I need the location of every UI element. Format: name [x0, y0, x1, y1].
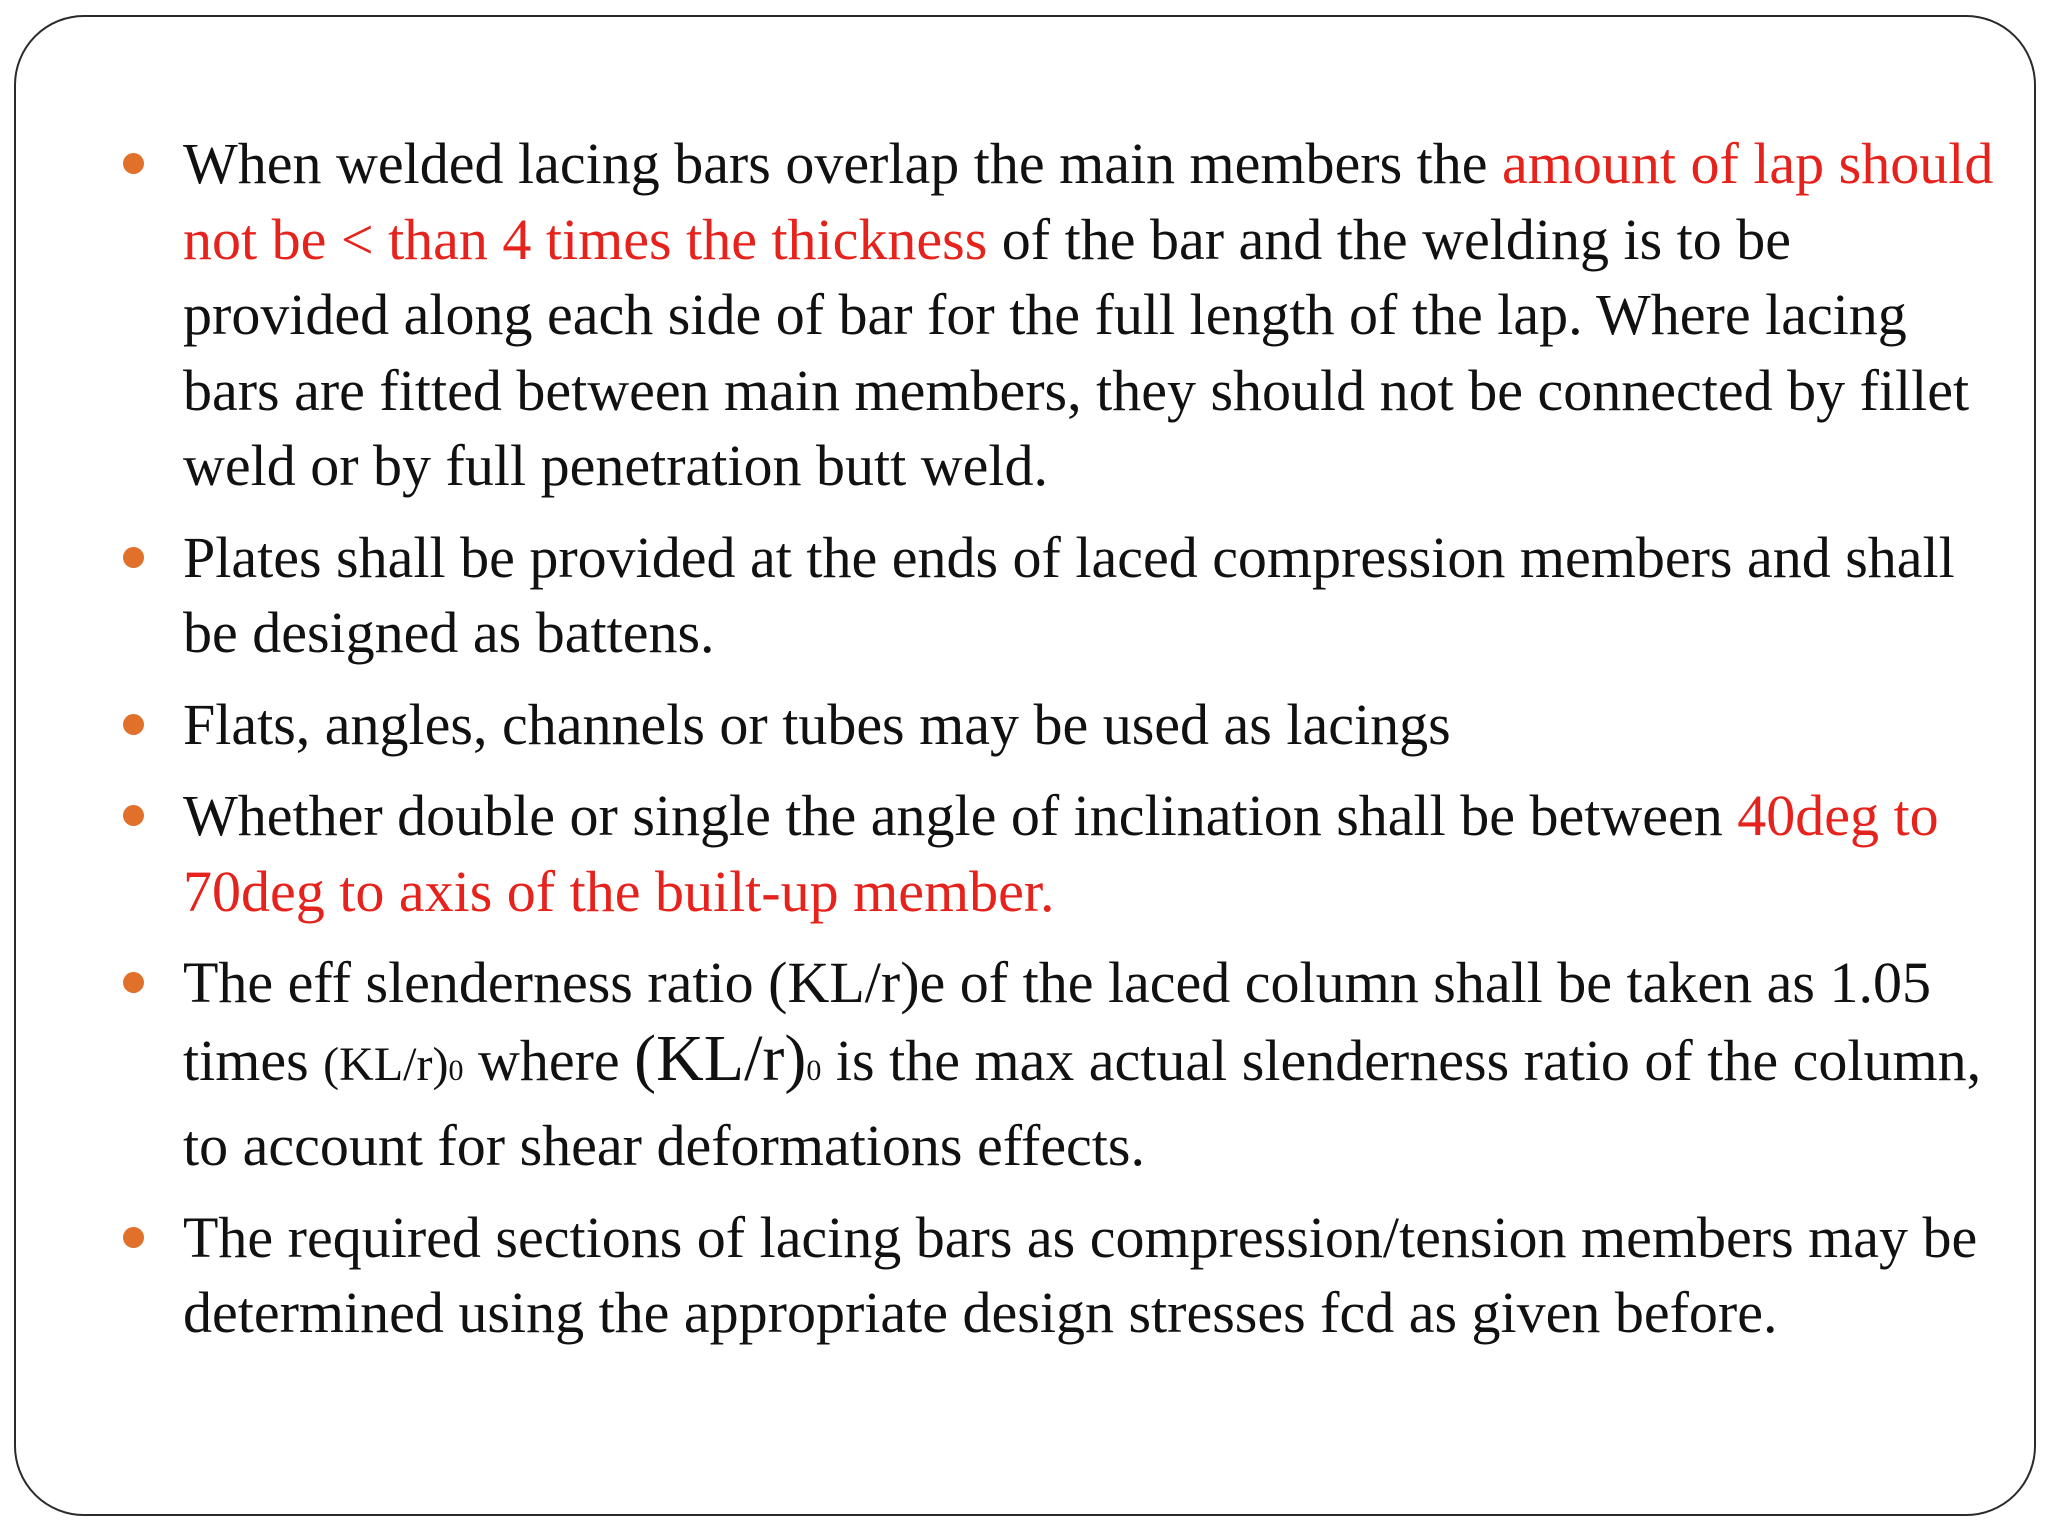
- bullet-list: [123, 126, 2003, 1351]
- bullet-item-welded-lacing: [123, 126, 2003, 504]
- bullet-text: Flats, angles, channels or tubes may be used as lacings: [183, 691, 1451, 757]
- bullet-dot-icon: [123, 547, 144, 568]
- bullet-dot-icon: [123, 805, 144, 826]
- bullet-text: of the bar and the welding is to be provided along each side of bar for the full length of the lap. Where lacing bars are fitted between main members, they should not be connected by fillet weld or by full penetration butt weld.: [183, 206, 1970, 498]
- slide-frame: [14, 15, 2036, 1516]
- bullet-item-end-plates: [123, 520, 2003, 671]
- formula-text: (KL/r): [323, 1037, 449, 1091]
- formula-text-large: (KL/r): [634, 1021, 807, 1095]
- bullet-item-angle-of-inclination: [123, 778, 2003, 929]
- bullet-text: where: [463, 1027, 635, 1093]
- formula-subscript: 0: [806, 1053, 822, 1087]
- bullet-item-lacing-sections: [123, 687, 2003, 763]
- bullet-text: Plates shall be provided at the ends of laced compression members and shall be designed as battens.: [183, 524, 1955, 665]
- bullet-text: The eff slenderness ratio (KL/r)e of the laced column shall be taken as 1.05 times: [183, 950, 1931, 1093]
- bullet-text: Whether double or single the angle of inclination shall be between: [183, 783, 1738, 848]
- slide-content: [123, 126, 2003, 1367]
- bullet-dot-icon: [123, 153, 144, 174]
- highlighted-text: 40deg to 70deg to axis of the built-up member.: [183, 783, 1939, 924]
- bullet-item-slenderness-ratio: [123, 945, 2003, 1184]
- bullet-item-required-sections: [123, 1200, 2003, 1351]
- highlighted-text: amount of lap should not be < than 4 times the thickness: [183, 131, 1994, 272]
- bullet-dot-icon: [123, 972, 144, 993]
- formula-subscript: 0: [448, 1053, 464, 1087]
- bullet-text: When welded lacing bars overlap the main members the: [183, 131, 1503, 196]
- bullet-text: is the max actual slenderness ratio of the column, to account for shear deformations effects.: [183, 1027, 1982, 1178]
- bullet-text: The required sections of lacing bars as compression/tension members may be determined using the appropriate design stresses fcd as given before.: [183, 1204, 1978, 1345]
- bullet-dot-icon: [123, 1227, 144, 1248]
- bullet-dot-icon: [123, 714, 144, 735]
